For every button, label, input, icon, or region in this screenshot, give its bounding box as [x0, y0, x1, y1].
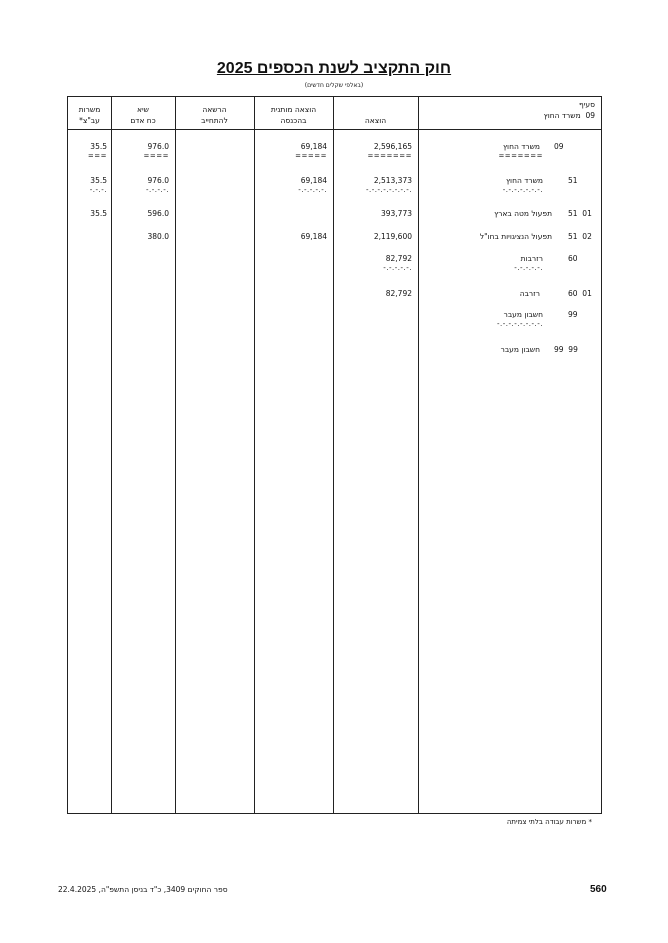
- header-peak-manpower: שיא כח אדם: [130, 105, 156, 125]
- row-positions-underline: ===: [87, 152, 107, 160]
- row-expense-underline: -.-.-.-.-.-.-.-.: [365, 186, 412, 194]
- row-conditional-underline: =====: [295, 152, 327, 160]
- row-conditional: 69,184: [300, 232, 327, 241]
- column-divider: [175, 97, 176, 813]
- row-code: 51 02: [568, 232, 592, 241]
- row-expense: 2,513,373: [373, 176, 412, 185]
- row-name-underline: =======: [498, 152, 543, 160]
- row-positions: 35.5: [90, 142, 107, 151]
- publication-line: ספר החוקים 3409, כ"ד בניסן התשפ"ה, 22.4.2025: [58, 885, 228, 894]
- header-commitment-authority: הרשאה להתחייב: [201, 105, 228, 125]
- row-name: משרד החוץ: [505, 176, 543, 185]
- footnote: * משרות עבודה בלתי צמיתה: [506, 818, 592, 826]
- column-divider: [333, 97, 334, 813]
- row-code: 51 01: [568, 209, 592, 218]
- column-divider: [418, 97, 419, 813]
- row-code: 09: [554, 142, 564, 151]
- row-name: חשבון מעבר: [500, 345, 540, 354]
- row-positions: 35.5: [90, 176, 107, 185]
- row-peak: 976.0: [147, 142, 169, 151]
- row-expense: 82,792: [385, 289, 412, 298]
- row-expense: 2,119,600: [373, 232, 412, 241]
- row-positions-underline: -.-.-.: [89, 186, 107, 194]
- row-expense: 82,792: [385, 254, 412, 263]
- row-peak: 596.0: [147, 209, 169, 218]
- header-divider: [68, 129, 601, 130]
- column-divider: [111, 97, 112, 813]
- page-subtitle: (באלפי שקלים חדשים): [304, 82, 364, 89]
- header-section: סעיף 09 משרד החוץ: [543, 100, 595, 120]
- header-expense: הוצאה: [364, 116, 387, 125]
- row-code: 99 99: [554, 345, 578, 354]
- row-code: 60: [568, 254, 578, 263]
- row-name: רזרבה: [519, 289, 540, 298]
- row-conditional: 69,184: [300, 176, 327, 185]
- row-expense-underline: =======: [367, 152, 412, 160]
- row-name-underline: -.-.-.-.-.: [514, 264, 543, 272]
- header-conditional-expense: הוצאה מותנית בהכנסה: [270, 105, 317, 125]
- row-name: תפעול מטה בארץ: [494, 209, 552, 218]
- page-number: 560: [590, 884, 607, 895]
- row-expense: 2,596,165: [373, 142, 412, 151]
- page-title: חוק התקציב לשנת הכספים 2025: [216, 60, 452, 77]
- row-positions: 35.5: [90, 209, 107, 218]
- row-peak: 976.0: [147, 176, 169, 185]
- row-code: 60 01: [568, 289, 592, 298]
- row-name: חשבון מעבר: [503, 310, 543, 319]
- row-peak-underline: ====: [143, 152, 169, 160]
- row-name: תפעול הנציגויות בחו"ל: [479, 232, 552, 241]
- budget-table: [67, 96, 602, 814]
- row-code: 99: [568, 310, 578, 319]
- row-name: רזרבות: [520, 254, 543, 263]
- row-name: משרד החוץ: [502, 142, 540, 151]
- row-name-underline: -.-.-.-.-.-.-.: [502, 186, 543, 194]
- row-name-underline: -.-.-.-.-.-.-.-.: [496, 320, 543, 328]
- header-positions: משרות עב"צ*: [78, 105, 101, 125]
- row-conditional: 69,184: [300, 142, 327, 151]
- row-expense-underline: -.-.-.-.-.: [383, 264, 412, 272]
- column-divider: [254, 97, 255, 813]
- row-peak: 380.0: [147, 232, 169, 241]
- row-peak-underline: -.-.-.-.: [145, 186, 169, 194]
- row-conditional-underline: -.-.-.-.-.: [298, 186, 327, 194]
- row-expense: 393,773: [380, 209, 412, 218]
- row-code: 51: [568, 176, 578, 185]
